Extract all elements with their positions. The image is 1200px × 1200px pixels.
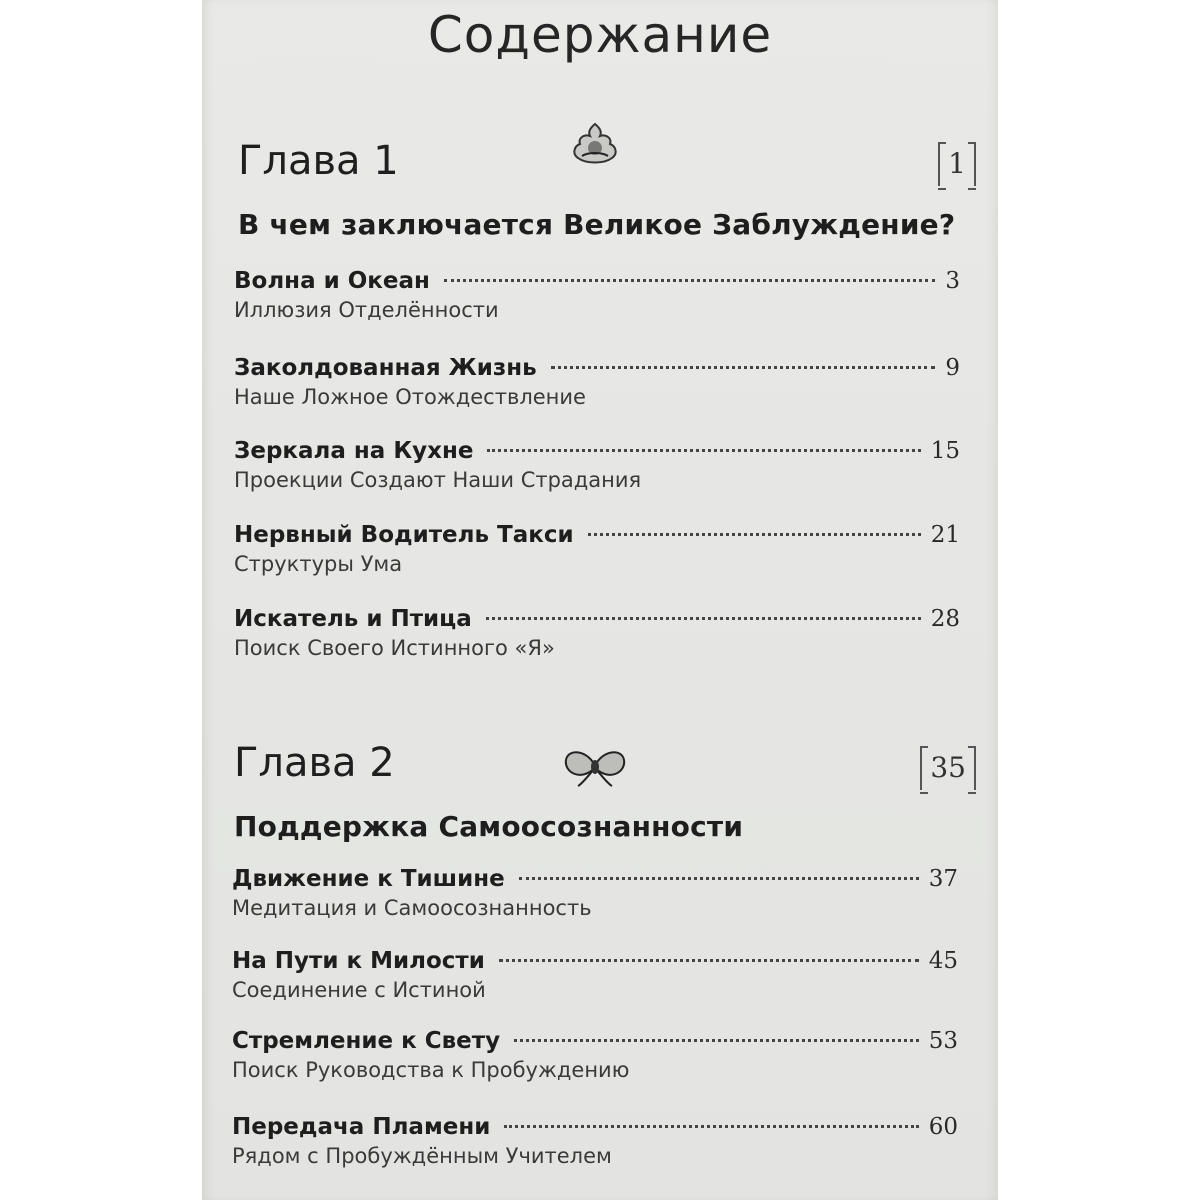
entry-title[interactable]: Заколдованная Жизнь [234, 355, 537, 381]
chapter-subtitle: В чем заключается Великое Заблуждение? [238, 208, 956, 241]
entry-page-number: 21 [930, 522, 960, 548]
toc-entry[interactable] [232, 948, 958, 1002]
entry-subtitle: Структуры Ума [234, 552, 403, 576]
chapter-label: Глава 2 [234, 740, 395, 786]
toc-entry[interactable] [234, 606, 960, 660]
entry-title[interactable]: Волна и Океан [234, 268, 430, 294]
toc-entry[interactable] [234, 355, 960, 409]
chapter-label: Глава 1 [238, 138, 399, 184]
entry-page-number: 28 [930, 606, 960, 632]
entry-subtitle: Поиск Руководства к Пробуждению [232, 1058, 630, 1082]
entry-subtitle: Проекции Создают Наши Страдания [234, 468, 642, 492]
entry-page-number: 60 [928, 1114, 958, 1140]
entry-title[interactable]: Передача Пламени [232, 1114, 491, 1140]
flower-ornament-icon [560, 118, 630, 166]
dot-leader [588, 532, 921, 536]
entry-title[interactable]: Зеркала на Кухне [234, 438, 474, 464]
toc-entry[interactable] [234, 522, 960, 576]
entry-subtitle: Рядом с Пробуждённым Учителем [232, 1144, 612, 1168]
entry-subtitle: Наше Ложное Отождествление [234, 385, 586, 409]
entry-page-number: 37 [928, 866, 958, 892]
chapter-page-number: 35 [920, 746, 976, 790]
entry-title[interactable]: Нервный Водитель Такси [234, 522, 574, 548]
entry-page-number: 9 [945, 355, 960, 381]
toc-entry[interactable] [234, 268, 960, 322]
entry-subtitle: Поиск Своего Истинного «Я» [234, 636, 555, 660]
chapter-page-number: 1 [938, 142, 976, 186]
entry-page-number: 53 [928, 1028, 958, 1054]
toc-entry[interactable] [232, 1114, 958, 1168]
entry-subtitle: Медитация и Самоосознанность [232, 896, 592, 920]
dot-leader [499, 958, 919, 962]
entry-title[interactable]: Стремление к Свету [232, 1028, 501, 1054]
toc-entry[interactable] [232, 1028, 958, 1082]
chapter-subtitle: Поддержка Самоосознанности [234, 810, 744, 843]
book-page [202, 0, 998, 1200]
entry-subtitle: Иллюзия Отделённости [234, 298, 499, 322]
dot-leader [444, 278, 935, 282]
entry-page-number: 45 [928, 948, 958, 974]
page-title: Содержание [427, 6, 773, 64]
entry-title[interactable]: Искатель и Птица [234, 606, 472, 632]
toc-entry[interactable] [234, 438, 960, 492]
toc-entry[interactable] [232, 866, 958, 920]
dot-leader [504, 1124, 918, 1128]
dot-leader [514, 1038, 919, 1042]
entry-subtitle: Соединение с Истиной [232, 978, 486, 1002]
dot-leader [486, 616, 921, 620]
entry-title[interactable]: Движение к Тишине [232, 866, 505, 892]
dot-leader [551, 365, 936, 369]
dot-leader [519, 876, 919, 880]
dot-leader [487, 448, 920, 452]
entry-page-number: 15 [930, 438, 960, 464]
entry-page-number: 3 [945, 268, 960, 294]
butterfly-ornament-icon [560, 742, 630, 790]
entry-title[interactable]: На Пути к Милости [232, 948, 485, 974]
